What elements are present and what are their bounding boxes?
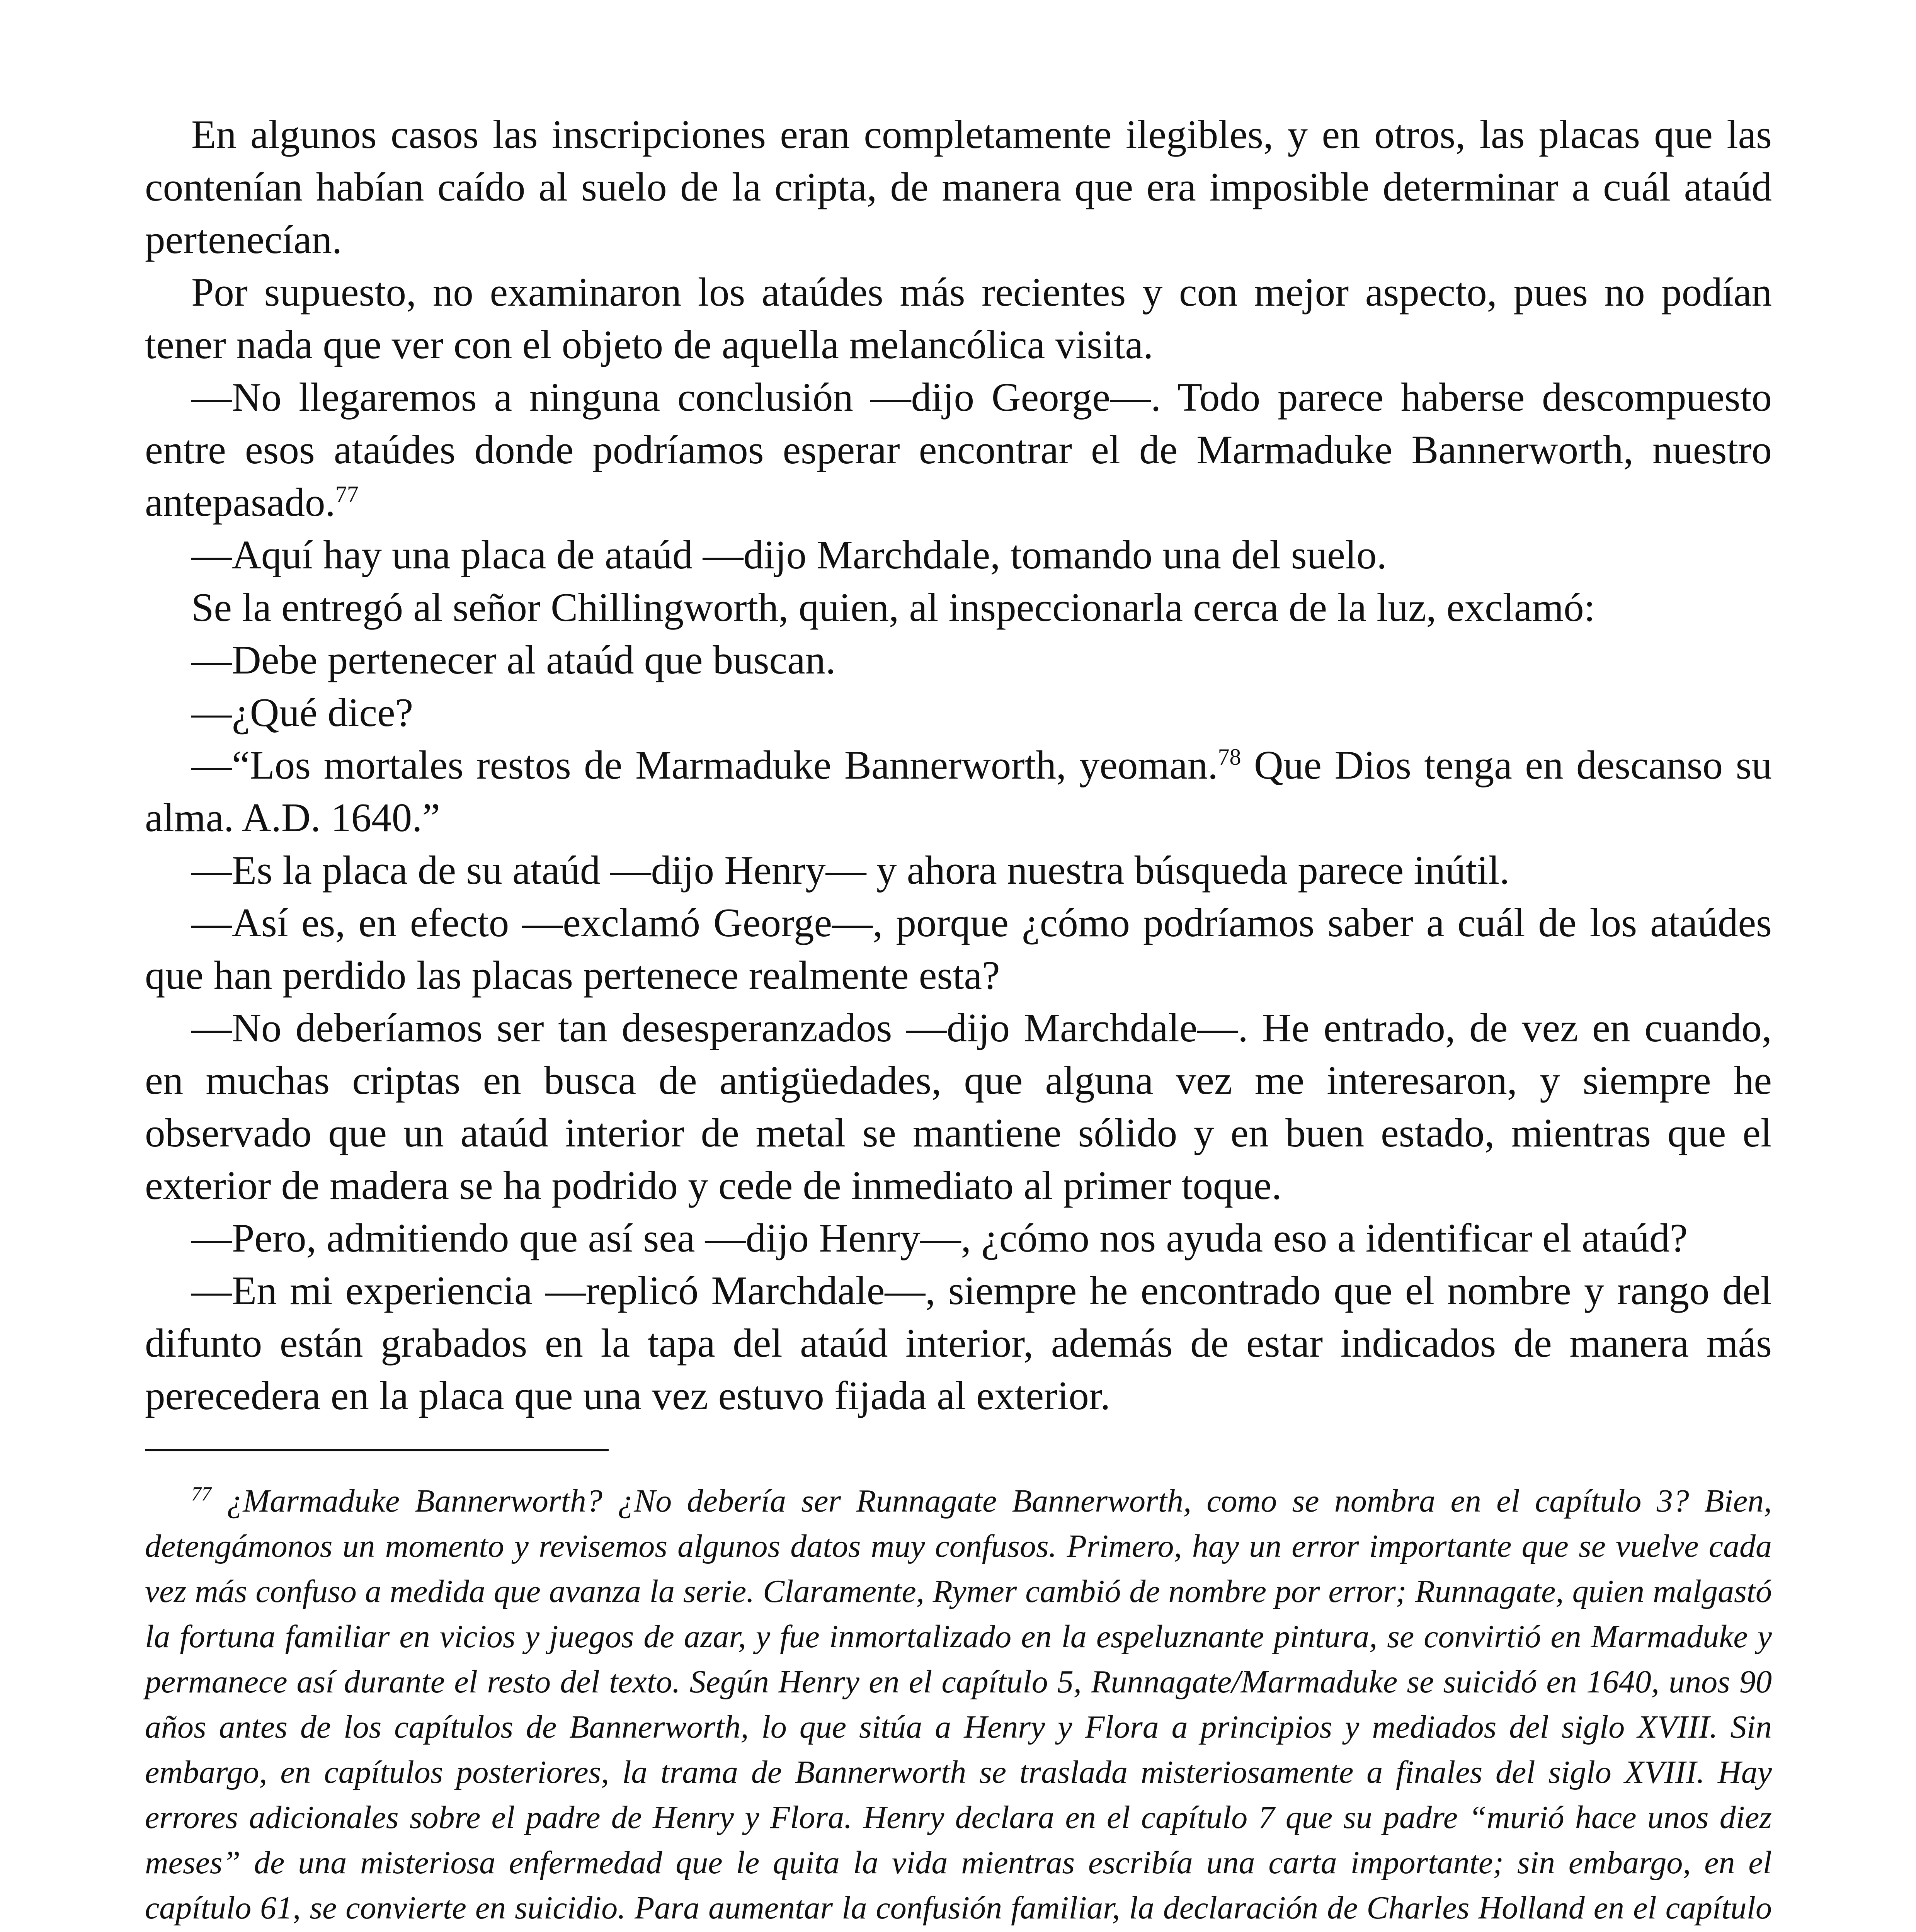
footnote-divider (145, 1449, 609, 1451)
footnote-ref-78[interactable]: 78 (1218, 744, 1241, 770)
body-text (145, 108, 1772, 1422)
paragraph-6: —Debe pertenecer al ataúd que buscan. (191, 637, 836, 682)
paragraph-10: —Así es, en efecto —exclamó George—, porque ¿cómo podríamos saber a cuál de los ataúdes que han perdido las placas pertenece realmente esta? (145, 900, 1772, 998)
footnote-text: ¿Marmaduke Bannerworth? ¿No debería ser Runnagate Bannerworth, como se nombra en el capítulo 3? Bien, detengámonos un momento y revisemos algunos datos muy confusos. Primero, hay un error importante que se vuelve cada vez más confuso a medida que avanza la serie. Claramente, Rymer cambió de nombre por error; Runnagate, quien malgastó la fortuna familiar en vicios y juegos de azar, y fue inmortalizado en la espeluznante pintura, se convirtió en Marmaduke y permanece así durante el resto del texto. Según Henry en el capítulo 5, Runnagate/Marmaduke se suicidó en 1640, unos 90 años antes de los capítulos de Bannerworth, lo que sitúa a Henry y Flora a principios y mediados del siglo XVIII. Sin embargo, en capítulos posteriores, la trama de Bannerworth se traslada misteriosamente a finales del siglo XVIII. Hay errores adicionales sobre el padre de Henry y Flora. Henry declara en el capítulo 7 que su padre “murió hace unos diez meses” de una misteriosa enfermedad que le quita la vida mientras escribía una carta importante; sin embargo, en el capítulo 61, se convierte en suicidio. Para aumentar la confusión familiar, la declaración de Charles Holland en el capítulo (145, 1483, 1772, 1926)
paragraph-13: —En mi experiencia —replicó Marchdale—, siempre he encontrado que el nombre y rango del difunto están grabados en la tapa del ataúd interior, además de estar indicados de manera más perecedera en la placa que una vez estuvo fijada al exterior. (145, 1268, 1772, 1418)
paragraph-1: En algunos casos las inscripciones eran completamente ilegibles, y en otros, las placas que las contenían habían caído al suelo de la cripta, de manera que era imposible determinar a cuál ataúd pertenecían. (145, 112, 1772, 262)
paragraph-4: —Aquí hay una placa de ataúd —dijo Marchdale, tomando una del suelo. (191, 532, 1387, 577)
paragraph-12: —Pero, admitiendo que así sea —dijo Henry—, ¿cómo nos ayuda eso a identificar el ataúd? (191, 1215, 1688, 1260)
paragraph-7: —¿Qué dice? (191, 690, 413, 735)
paragraph-9: —Es la placa de su ataúd —dijo Henry— y ahora nuestra búsqueda parece inútil. (191, 847, 1510, 893)
paragraph-11: —No deberíamos ser tan desesperanzados —dijo Marchdale—. He entrado, de vez en cuando, en muchas criptas en busca de antigüedades, que alguna vez me interesaron, y siempre he observado que un ataúd interior de metal se mantiene sólido y en buen estado, mientras que el exterior de madera se ha podrido y cede de inmediato al primer toque. (145, 1005, 1772, 1208)
footnote-number: 77 (191, 1483, 211, 1505)
book-page (145, 108, 1772, 1932)
footnote-77 (145, 1478, 1772, 1932)
paragraph-8: —“Los mortales restos de Marmaduke Bannerworth, yeoman.$^{78}$ Que Dios tenga en descanso su alma. A.D. 1640.” (145, 742, 1772, 840)
footnotes (145, 1478, 1772, 1932)
paragraph-3: —No llegaremos a ninguna conclusión —dijo George—. Todo parece haberse descompuesto entre esos ataúdes donde podríamos esperar encontrar el de Marmaduke Bannerworth, nuestro antepasado.$^{77}$ (145, 374, 1772, 525)
footnote-ref-77[interactable]: 77 (335, 481, 359, 507)
paragraph-5: Se la entregó al señor Chillingworth, quien, al inspeccionarla cerca de la luz, exclamó: (191, 585, 1595, 630)
paragraph-2: Por supuesto, no examinaron los ataúdes más recientes y con mejor aspecto, pues no podían tener nada que ver con el objeto de aquella melancólica visita. (145, 269, 1772, 367)
